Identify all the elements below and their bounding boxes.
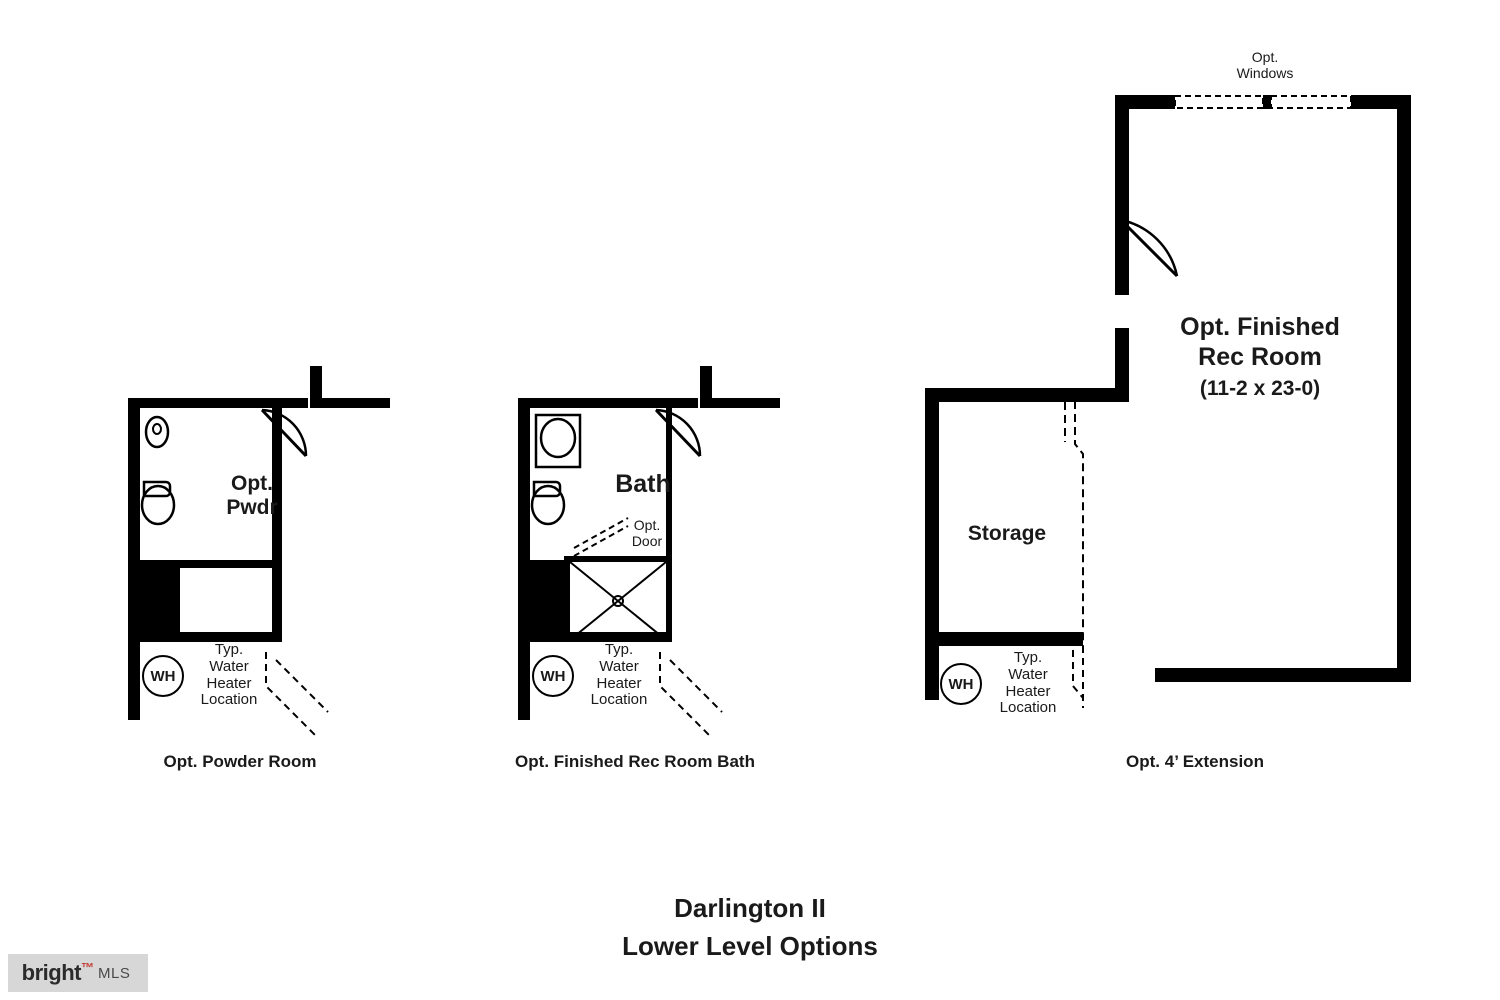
plan-title-line1: Darlington II	[674, 893, 826, 923]
water-heater-marker: WH	[532, 655, 574, 697]
label-storage: Storage	[967, 522, 1047, 545]
label-water-heater-location: Typ. Water Heater Location	[999, 649, 1057, 717]
water-heater-marker: WH	[940, 663, 982, 705]
plan-title-line2: Lower Level Options	[622, 930, 878, 961]
caption-powder-room: Opt. Powder Room	[163, 752, 317, 771]
bright-mls-logo	[8, 954, 148, 992]
label-water-heater-location: Typ. Water Heater Location	[200, 641, 258, 709]
label-opt-finished-rec-room: Opt. Finished Rec Room (11-2 x 23-0)	[1180, 313, 1340, 400]
plan-rec-room-bath	[500, 360, 840, 740]
plan-4ft-extension	[905, 50, 1445, 750]
logo-mls-text: MLS	[97, 964, 131, 982]
caption-rec-room-bath: Opt. Finished Rec Room Bath	[515, 752, 755, 771]
caption-4ft-extension: Opt. 4’ Extension	[1126, 752, 1264, 771]
logo-wordmark: bright	[21, 960, 81, 985]
title-block	[0, 890, 1500, 965]
water-heater-marker: WH	[142, 655, 184, 697]
label-water-heater-location: Typ. Water Heater Location	[590, 641, 648, 709]
label-opt-door: Opt. Door	[631, 517, 663, 549]
plan-powder-room	[110, 360, 450, 740]
label-opt-pwdr: Opt. Pwdr	[226, 472, 278, 519]
logo-trademark: ™	[80, 959, 94, 975]
label-bath: Bath	[615, 470, 671, 498]
label-opt-windows: Opt. Windows	[1236, 49, 1294, 81]
